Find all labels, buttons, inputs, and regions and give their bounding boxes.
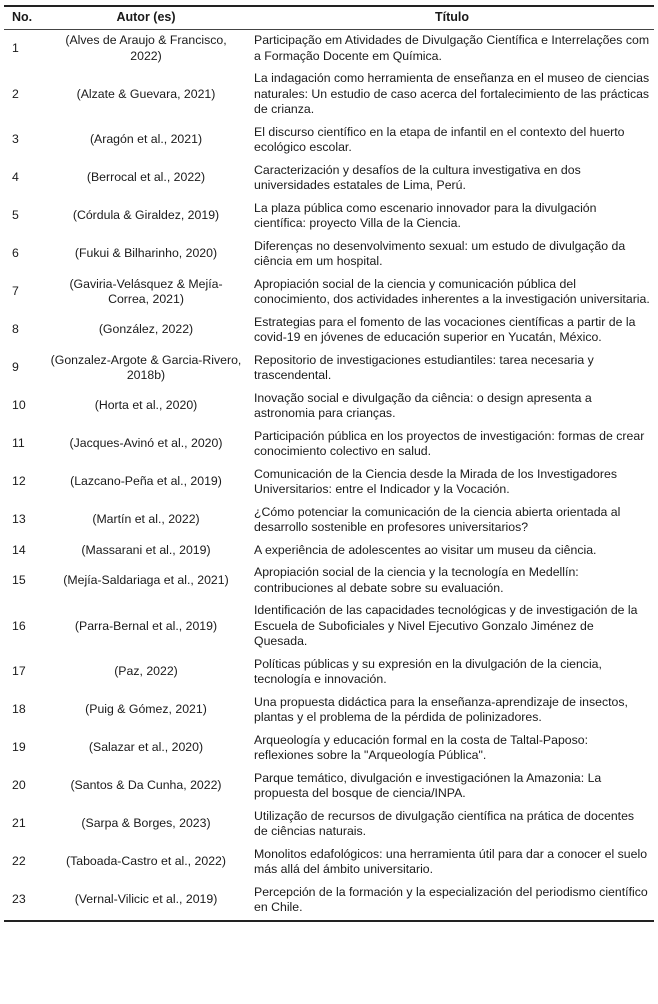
row-number: 22 (12, 854, 26, 869)
table-row (4, 464, 654, 502)
table-row (4, 274, 654, 312)
row-author: (Mejía-Saldariaga et al., 2021) (63, 572, 229, 587)
row-title: A experiência de adolescentes ao visitar um museu da ciência. (254, 542, 597, 557)
row-author: (Sarpa & Borges, 2023) (81, 816, 211, 831)
row-author: (Jacques-Avinó et al., 2020) (69, 436, 223, 451)
table-row (4, 540, 654, 563)
header-title: Título (434, 10, 469, 25)
row-title: Participação em Atividades de Divulgação Científica e Interrelações com a Formação Docente em Química. (254, 33, 650, 63)
row-number: 16 (12, 618, 26, 633)
row-number: 1 (12, 40, 19, 55)
table-row (4, 122, 654, 160)
row-number: 8 (12, 322, 19, 337)
references-table (4, 5, 654, 922)
row-number: 11 (12, 436, 25, 451)
row-title: La indagación como herramienta de enseñanza en el museo de ciencias naturales: Un estudio de caso acerca del fortalecimiento de las prácticas de crianza. (254, 71, 650, 116)
table-row (4, 312, 654, 350)
row-number: 3 (12, 132, 19, 147)
row-title: Diferenças no desenvolvimento sexual: um estudo de divulgação da ciência em um hospital. (254, 238, 626, 268)
row-author: (Massarani et al., 2019) (81, 542, 211, 557)
row-title: Repositorio de investigaciones estudiantiles: tarea necesaria y trascendental. (254, 352, 594, 382)
table-row (4, 654, 654, 692)
row-number: 4 (12, 170, 19, 185)
row-title: Caracterización y desafíos de la cultura investigativa en dos universidades estatales de Lima, Perú. (254, 162, 581, 192)
row-title: Comunicación de la Ciencia desde la Mirada de los Investigadores Universitarios: entre el Indicador y la Vocación. (254, 466, 617, 496)
row-title: Una propuesta didáctica para la enseñanza-aprendizaje de insectos, plantas y el problema de la pérdida de polinizadores. (254, 694, 628, 724)
row-title: La plaza pública como escenario innovador para la divulgación científica: proyecto Villa de la Ciencia. (254, 200, 597, 230)
row-author: (Salazar et al., 2020) (88, 740, 204, 755)
row-author: (Martín et al., 2022) (92, 512, 200, 527)
row-author: (Parra-Bernal et al., 2019) (74, 618, 218, 633)
row-number: 21 (12, 816, 26, 831)
row-author: (Taboada-Castro et al., 2022) (66, 854, 226, 869)
row-author: (Gaviria-Velásquez & Mejía-Correa, 2021) (69, 276, 223, 306)
table-row (4, 30, 654, 68)
table-row (4, 730, 654, 768)
table-row (4, 160, 654, 198)
row-title: Identificación de las capacidades tecnológicas y de investigación de la Escuela de Suboficiales y Nivel Ejecutivo Gonzalo Jiménez de Quesada. (254, 603, 638, 648)
row-author: (Horta et al., 2020) (94, 398, 198, 413)
row-title: Políticas públicas y su expresión en la divulgación de la ciencia, tecnología e innovación. (254, 656, 602, 686)
row-number: 14 (12, 542, 26, 557)
row-number: 18 (12, 702, 26, 717)
row-author: (Córdula & Giraldez, 2019) (72, 208, 220, 223)
table-row (4, 844, 654, 882)
header-author: Autor (es) (116, 10, 176, 25)
table-row (4, 198, 654, 236)
row-title: Apropiación social de la ciencia y comunicación pública del conocimiento, dos actividades inherentes a la investigación universitaria. (254, 276, 650, 306)
row-number: 2 (12, 86, 19, 101)
row-number: 19 (12, 740, 26, 755)
table-row (4, 882, 654, 920)
table-row (4, 236, 654, 274)
row-author: (Fukui & Bilharinho, 2020) (74, 246, 218, 261)
row-title: Apropiación social de la ciencia y la tecnología en Medellín: contribuciones al debate sobre su evaluación. (254, 565, 579, 595)
row-number: 23 (12, 892, 26, 907)
row-title: ¿Cómo potenciar la comunicación de la ciencia abierta orientada al desarrollo sostenible en profesores universitarios? (254, 504, 621, 534)
row-author: (Lazcano-Peña et al., 2019) (70, 474, 222, 489)
row-number: 20 (12, 778, 26, 793)
row-author: (Vernal-Vilicic et al., 2019) (74, 892, 218, 907)
row-author: (Alves de Araujo & Francisco, 2022) (65, 33, 227, 63)
row-title: El discurso científico en la etapa de infantil en el contexto del huerto ecológico escolar. (254, 124, 625, 154)
row-title: Participación pública en los proyectos de investigación: formas de crear conocimiento colectivo en salud. (254, 428, 645, 458)
row-author: (González, 2022) (98, 322, 194, 337)
row-title: Estrategias para el fomento de las vocaciones científicas a partir de la covid-19 en jóvenes de educación superior en Yucatán, México. (254, 314, 636, 344)
row-title: Monolitos edafológicos: una herramienta útil para dar a conocer el suelo más allá del ámbito universitario. (254, 846, 648, 876)
table-row (4, 562, 654, 600)
table-row (4, 600, 654, 654)
table-body (4, 30, 654, 920)
table-row (4, 350, 654, 388)
row-title: Arqueología y educación formal en la costa de Taltal-Paposo: reflexiones sobre la "Arqueología Pública". (254, 732, 589, 762)
row-number: 6 (12, 246, 19, 261)
row-number: 5 (12, 208, 19, 223)
row-author: (Alzate & Guevara, 2021) (76, 86, 216, 101)
table-row (4, 502, 654, 540)
row-author: (Aragón et al., 2021) (89, 132, 203, 147)
row-title: Inovação social e divulgação da ciência: o design apresenta a astronomia para crianças. (254, 390, 592, 420)
row-author: (Berrocal et al., 2022) (86, 170, 206, 185)
table-row (4, 68, 654, 122)
table-row (4, 388, 654, 426)
row-author: (Gonzalez-Argote & Garcia-Rivero, 2018b) (50, 352, 242, 382)
table-row (4, 806, 654, 844)
row-number: 10 (12, 398, 26, 413)
row-author: (Santos & Da Cunha, 2022) (70, 778, 222, 793)
row-title: Utilização de recursos de divulgação científica na prática de docentes de ciências naturais. (254, 808, 635, 838)
row-title: Percepción de la formación y la especialización del periodismo científico en Chile. (254, 884, 648, 914)
row-author: (Puig & Gómez, 2021) (85, 702, 207, 717)
row-number: 9 (12, 360, 19, 375)
row-number: 15 (12, 572, 26, 587)
row-number: 13 (12, 512, 26, 527)
row-title: Parque temático, divulgación e investigaciónen la Amazonia: La propuesta del bosque de ciencia/INPA. (254, 770, 602, 800)
row-author: (Paz, 2022) (114, 664, 178, 679)
header-no: No. (12, 10, 33, 25)
row-number: 17 (12, 664, 26, 679)
row-number: 12 (12, 474, 26, 489)
table-row (4, 692, 654, 730)
table-row (4, 426, 654, 464)
table-header (4, 7, 654, 30)
row-number: 7 (12, 284, 19, 299)
table-row (4, 768, 654, 806)
